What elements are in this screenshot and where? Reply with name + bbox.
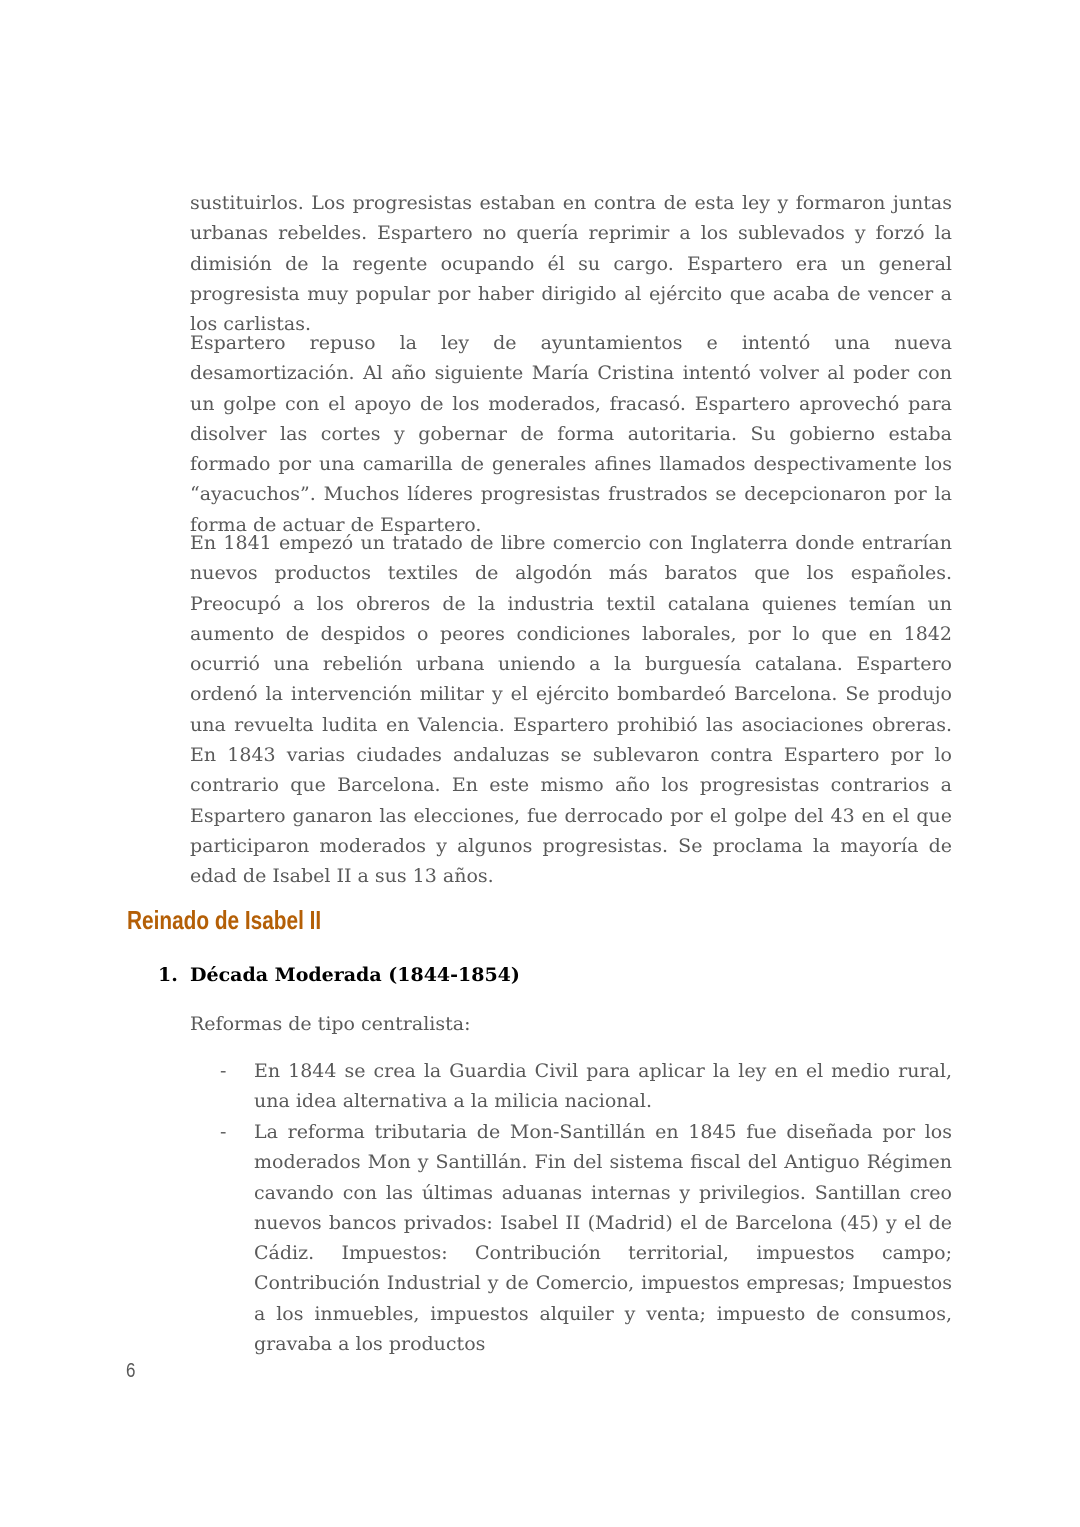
paragraph-espartero-government: Espartero repuso la ley de ayuntamientos e intentó una nueva desamortización. Al año siguiente María Cristina intentó volver al poder con un golpe con el apoyo de los moderados, fracasó. Espartero aprovechó para disolver las cortes y gobernar de forma autoritaria. Su gobierno estaba formado por una camarilla de generales afines llamados despectivamente los “ayacuchos”. Muchos líderes progresistas frustrados se decepcionaron por la forma de actuar de Espartero. — [190, 332, 952, 536]
bullet-text: En 1844 se crea la Guardia Civil para aplicar la ley en el medio rural, una idea alternativa a la milicia nacional. — [254, 1060, 952, 1113]
paragraph-free-trade-1841: En 1841 empezó un tratado de libre comercio con Inglaterra donde entrarían nuevos productos textiles de algodón más baratos que los españoles. Preocupó a los obreros de la industria textil catalana quienes temían un aumento de despidos o peores condiciones laborales, por lo que en 1842 ocurrió una rebelión urbana uniendo a la burguesía catalana. Espartero ordenó la intervención militar y el ejército bombardeó Barcelona. Se produjo una revuelta ludita en Valencia. Espartero prohibió las asociaciones obreras. En 1843 varias ciudades andaluzas se sublevaron contra Espartero por lo contrario que Barcelona. En este mismo año los progresistas contrarios a Espartero ganaron las elecciones, fue derrocado por el golpe del 43 en el que participaron moderados y algunos progresistas. Se proclama la mayoría de edad de Isabel II a sus 13 años. — [190, 532, 952, 888]
page-number: 6 — [126, 1360, 136, 1382]
reforms-intro: Reformas de tipo centralista: — [190, 1013, 471, 1035]
bullet-dash: - — [220, 1121, 227, 1143]
bullet-dash: - — [220, 1060, 227, 1082]
item-title: Década Moderada (1844-1854) — [190, 964, 520, 986]
paragraph-espartero-regency: sustituirlos. Los progresistas estaban en contra de esta ley y formaron juntas urbanas rebeldes. Espartero no quería reprimir a los sublevados y forzó la dimisión de la regente ocupando él su cargo. Espartero era un general progresista muy popular por haber dirigido al ejército que acaba de vencer a los carlistas. — [190, 192, 952, 336]
section-heading: Reinado de Isabel II — [127, 905, 322, 935]
bullet-text: La reforma tributaria de Mon-Santillán en 1845 fue diseñada por los moderados Mon y Santillán. Fin del sistema fiscal del Antiguo Régimen cavando con las últimas aduanas internas y privilegios. Santillan creo nuevos bancos privados: Isabel II (Madrid) el de Barcelona (45) y el de Cádiz. Impuestos: Contribución territorial, impuestos campo; Contribución Industrial y de Comercio, impuestos empresas; Impuestos a los inmuebles, impuestos alquiler y venta; impuesto de consumos, gravaba a los productos — [254, 1121, 952, 1356]
numbered-item-decada-moderada — [158, 960, 520, 990]
item-number: 1. — [158, 964, 178, 986]
